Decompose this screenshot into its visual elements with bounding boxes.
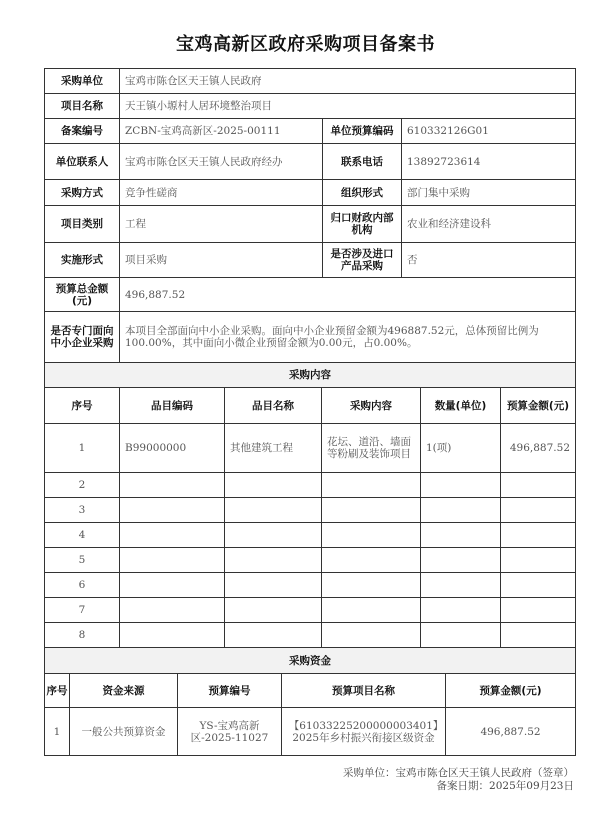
table-row bbox=[45, 573, 576, 598]
row-contact bbox=[45, 144, 576, 180]
purchaser-value: 宝鸡市陈仓区天王镇人民政府 bbox=[120, 69, 576, 94]
category-value: 工程 bbox=[120, 206, 323, 243]
cell-name: 其他建筑工程 bbox=[225, 424, 322, 473]
col-header-name: 品目名称 bbox=[225, 388, 322, 424]
cell-amount bbox=[501, 548, 576, 573]
import-label: 是否涉及进口产品采购 bbox=[323, 243, 402, 278]
contact-label: 单位联系人 bbox=[45, 144, 120, 180]
cell-name bbox=[225, 598, 322, 623]
cell-qty bbox=[421, 523, 501, 548]
import-value: 否 bbox=[402, 243, 576, 278]
row-total-budget bbox=[45, 278, 576, 312]
cell-code bbox=[120, 598, 225, 623]
org-form-label: 组织形式 bbox=[323, 180, 402, 206]
impl-form-value: 项目采购 bbox=[120, 243, 323, 278]
document-title: 宝鸡高新区政府采购项目备案书 bbox=[176, 34, 435, 55]
phone-label: 联系电话 bbox=[323, 144, 402, 180]
row-impl-form bbox=[45, 243, 576, 278]
cell-amount bbox=[501, 573, 576, 598]
funds-row bbox=[45, 708, 576, 756]
cell-content bbox=[322, 498, 421, 523]
cell-amount: 496,887.52 bbox=[501, 424, 576, 473]
table-row bbox=[45, 623, 576, 648]
contact-value: 宝鸡市陈仓区天王镇人民政府经办 bbox=[120, 144, 323, 180]
table-row bbox=[45, 598, 576, 623]
phone-value: 13892723614 bbox=[402, 144, 576, 180]
cell-name bbox=[225, 623, 322, 648]
footer bbox=[343, 767, 574, 793]
funds-col-header-amount: 预算金额(元) bbox=[446, 674, 576, 708]
funds-budget-no: YS-宝鸡高新区-2025-11027 bbox=[178, 708, 282, 756]
org-form-value: 部门集中采购 bbox=[402, 180, 576, 206]
cell-code: B99000000 bbox=[120, 424, 225, 473]
method-label: 采购方式 bbox=[45, 180, 120, 206]
table-row bbox=[45, 498, 576, 523]
cell-code bbox=[120, 548, 225, 573]
cell-qty: 1(项) bbox=[421, 424, 501, 473]
procurement-funds-table bbox=[44, 647, 576, 756]
finance-dept-label: 归口财政内部机构 bbox=[323, 206, 402, 243]
project-name-label: 项目名称 bbox=[45, 94, 120, 119]
table-row bbox=[45, 523, 576, 548]
cell-name bbox=[225, 573, 322, 598]
total-budget-value: 496,887.52 bbox=[120, 278, 576, 312]
table-row bbox=[45, 424, 576, 473]
content-header-row bbox=[45, 388, 576, 424]
row-record-no bbox=[45, 119, 576, 144]
cell-content bbox=[322, 548, 421, 573]
project-name-value: 天王镇小塬村人居环境整治项目 bbox=[120, 94, 576, 119]
cell-qty bbox=[421, 623, 501, 648]
cell-no: 3 bbox=[45, 498, 120, 523]
record-no-label: 备案编号 bbox=[45, 119, 120, 144]
record-no-value: ZCBN-宝鸡高新区-2025-00111 bbox=[120, 119, 323, 144]
funds-col-header-budget-no: 预算编号 bbox=[178, 674, 282, 708]
cell-no: 5 bbox=[45, 548, 120, 573]
row-category bbox=[45, 206, 576, 243]
footer-signer: 采购单位：宝鸡市陈仓区天王镇人民政府（签章） bbox=[343, 767, 574, 779]
cell-content bbox=[322, 623, 421, 648]
impl-form-label: 实施形式 bbox=[45, 243, 120, 278]
category-label: 项目类别 bbox=[45, 206, 120, 243]
cell-code bbox=[120, 498, 225, 523]
finance-dept-value: 农业和经济建设科 bbox=[402, 206, 576, 243]
cell-code bbox=[120, 573, 225, 598]
funds-amount: 496,887.52 bbox=[446, 708, 576, 756]
cell-amount bbox=[501, 523, 576, 548]
cell-amount bbox=[501, 473, 576, 498]
funds-col-header-no: 序号 bbox=[45, 674, 70, 708]
cell-qty bbox=[421, 548, 501, 573]
funds-section-title: 采购资金 bbox=[45, 648, 576, 674]
col-header-code: 品目编码 bbox=[120, 388, 225, 424]
sme-label: 是否专门面向中小企业采购 bbox=[45, 312, 120, 363]
content-section-title: 采购内容 bbox=[45, 363, 576, 388]
row-method bbox=[45, 180, 576, 206]
col-header-qty: 数量(单位) bbox=[421, 388, 501, 424]
method-value: 竞争性磋商 bbox=[120, 180, 323, 206]
budget-code-value: 610332126G01 bbox=[402, 119, 576, 144]
cell-code bbox=[120, 523, 225, 548]
funds-no: 1 bbox=[45, 708, 70, 756]
cell-name bbox=[225, 473, 322, 498]
sme-value: 本项目全部面向中小企业采购。面向中小企业预留金额为496887.52元，总体预留比例为100.00%，其中面向小微企业预留金额为0.00元，占0.00%。 bbox=[120, 312, 576, 363]
cell-amount bbox=[501, 598, 576, 623]
cell-content bbox=[322, 598, 421, 623]
funds-header-row bbox=[45, 674, 576, 708]
cell-code bbox=[120, 623, 225, 648]
row-sme bbox=[45, 312, 576, 363]
purchaser-label: 采购单位 bbox=[45, 69, 120, 94]
cell-amount bbox=[501, 498, 576, 523]
row-purchaser bbox=[45, 69, 576, 94]
budget-code-label: 单位预算编码 bbox=[323, 119, 402, 144]
funds-source: 一般公共预算资金 bbox=[70, 708, 178, 756]
cell-name bbox=[225, 548, 322, 573]
cell-content: 花坛、道沿、墙面等粉刷及装饰项目 bbox=[322, 424, 421, 473]
col-header-content: 采购内容 bbox=[322, 388, 421, 424]
cell-no: 6 bbox=[45, 573, 120, 598]
cell-amount bbox=[501, 623, 576, 648]
cell-content bbox=[322, 573, 421, 598]
cell-no: 1 bbox=[45, 424, 120, 473]
cell-name bbox=[225, 523, 322, 548]
col-header-no: 序号 bbox=[45, 388, 120, 424]
cell-qty bbox=[421, 573, 501, 598]
cell-no: 4 bbox=[45, 523, 120, 548]
funds-col-header-project: 预算项目名称 bbox=[282, 674, 446, 708]
cell-qty bbox=[421, 498, 501, 523]
cell-no: 8 bbox=[45, 623, 120, 648]
cell-no: 2 bbox=[45, 473, 120, 498]
cell-content bbox=[322, 473, 421, 498]
cell-content bbox=[322, 523, 421, 548]
cell-code bbox=[120, 473, 225, 498]
funds-project: 【61033225200000003401】2025年乡村振兴衔接区级资金 bbox=[282, 708, 446, 756]
row-project-name bbox=[45, 94, 576, 119]
table-row bbox=[45, 473, 576, 498]
table-row bbox=[45, 548, 576, 573]
cell-qty bbox=[421, 473, 501, 498]
footer-date: 备案日期：2025年09月23日 bbox=[436, 780, 574, 792]
cell-no: 7 bbox=[45, 598, 120, 623]
funds-col-header-source: 资金来源 bbox=[70, 674, 178, 708]
cell-name bbox=[225, 498, 322, 523]
total-budget-label: 预算总金额(元) bbox=[45, 278, 120, 312]
col-header-amount: 预算金额(元) bbox=[501, 388, 576, 424]
project-info-table bbox=[44, 68, 576, 312]
cell-qty bbox=[421, 598, 501, 623]
procurement-content-table bbox=[44, 311, 576, 648]
